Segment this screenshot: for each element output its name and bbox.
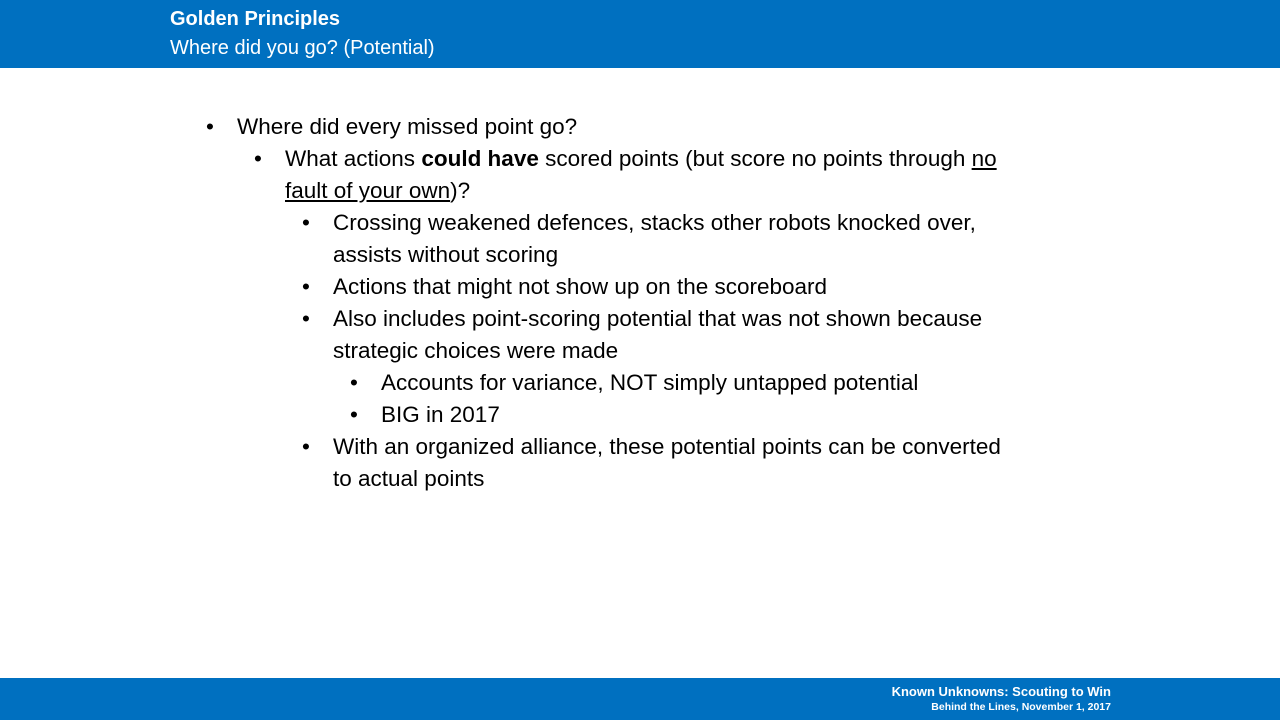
- bullet-text: BIG in 2017: [381, 402, 500, 427]
- footer-event-date: Behind the Lines, November 1, 2017: [931, 701, 1111, 713]
- bullet-text-pre: What actions: [285, 146, 422, 171]
- footer-bar: [0, 678, 1280, 720]
- bullet-dot-icon: •: [206, 114, 214, 139]
- footer-presentation-title: Known Unknowns: Scouting to Win: [891, 684, 1111, 699]
- bullet-text: Accounts for variance, NOT simply untapped potential: [381, 370, 919, 395]
- slide-body: [0, 111, 1280, 495]
- bullet-text-bold: could have: [421, 146, 539, 171]
- bullet-dot-icon: •: [302, 210, 310, 235]
- bullet-dot-icon: •: [302, 306, 310, 331]
- bullet-level3: [302, 271, 1025, 303]
- bullet-dot-icon: •: [302, 434, 310, 459]
- bullet-text: With an organized alliance, these potential points can be converted to actual points: [333, 434, 1001, 491]
- bullet-level3: [302, 207, 1025, 271]
- bullet-level2: [254, 143, 1025, 207]
- bullet-text: Crossing weakened defences, stacks other robots knocked over, assists without scoring: [333, 210, 976, 267]
- bullet-text: Where did every missed point go?: [237, 114, 578, 139]
- bullet-text-underline: no fault of your own: [285, 146, 997, 203]
- bullet-level1: [206, 111, 937, 143]
- bullet-dot-icon: •: [302, 274, 310, 299]
- header-bar: [0, 0, 1280, 68]
- slide-section-title: Golden Principles: [170, 8, 341, 30]
- bullet-level3: [302, 431, 1025, 495]
- bullet-dot-icon: •: [350, 370, 358, 395]
- bullet-level3: [302, 303, 1025, 367]
- slide-title: Where did you go? (Potential): [170, 37, 435, 59]
- bullet-text: Also includes point-scoring potential that was not shown because strategic choices were made: [333, 306, 983, 363]
- bullet-text: Actions that might not show up on the scoreboard: [333, 274, 828, 299]
- bullet-level4: [350, 367, 1025, 399]
- bullet-text-mid: scored points (but score no points through: [538, 146, 972, 171]
- bullet-text-post: )?: [450, 178, 471, 203]
- bullet-level4: [350, 399, 1025, 431]
- bullet-dot-icon: •: [350, 402, 358, 427]
- bullet-dot-icon: •: [254, 146, 262, 171]
